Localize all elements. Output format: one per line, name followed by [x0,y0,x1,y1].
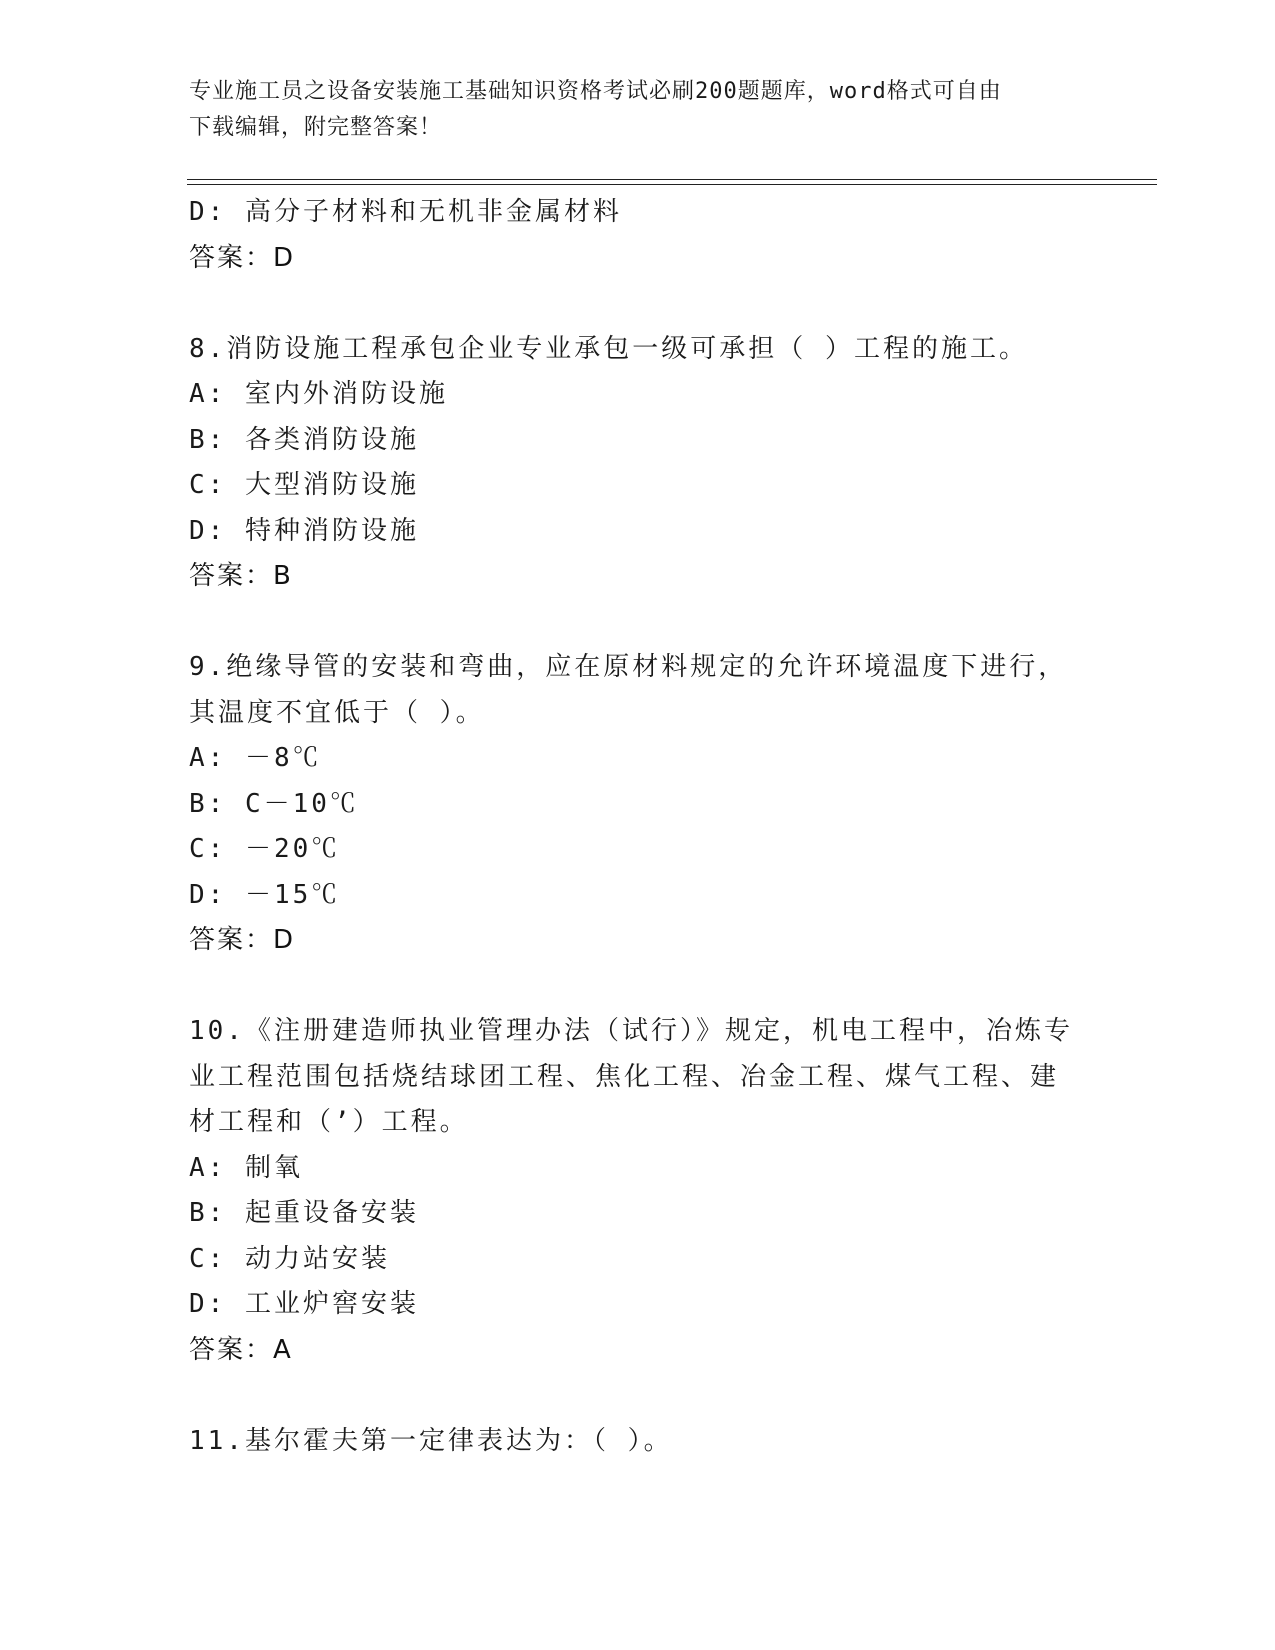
option-c: C: 动力站安装 [189,1243,390,1274]
option-c: C: －20℃ [189,834,341,864]
option-d: D: 高分子材料和无机非金属材料 [189,197,622,227]
question-text: 8.消防设施工程承包企业专业承包一级可承担（ ）工程的施工。 [189,333,1028,364]
option-d: D: －15℃ [189,879,341,910]
option-d: D: 特种消防设施 [189,515,419,546]
document-header [189,74,1089,146]
option-a: A: 室内外消防设施 [189,379,448,409]
answer: 答案：A [189,1334,293,1365]
question-text: 材工程和（’）工程。 [189,1107,469,1137]
option-c: C: 大型消防设施 [189,470,419,500]
question-text: 10.《注册建造师执业管理办法（试行）》规定，机电工程中，冶炼专 [189,1016,1073,1046]
question-text: 9.绝缘导管的安装和弯曲，应在原材料规定的允许环境温度下进行， [189,652,1068,682]
option-b: B: 起重设备安装 [189,1198,419,1228]
document-body [189,190,1089,1464]
question-8 [189,327,1089,600]
option-a: A: 制氧 [189,1152,303,1183]
question-text: 其温度不宜低于（ ）。 [189,697,485,728]
option-b: B: C－10℃ [189,788,359,819]
question-text: 11.基尔霍夫第一定律表达为：（ ）。 [189,1425,673,1456]
option-d: D: 工业炉窖安装 [189,1289,419,1319]
option-a: A: －8℃ [189,743,322,773]
question-text: 业工程范围包括烧结球团工程、焦化工程、冶金工程、煤气工程、建 [189,1061,1060,1092]
answer: 答案：B [189,561,293,591]
header-divider-bottom [187,184,1157,185]
question-9 [189,645,1089,964]
question-11 [189,1419,1089,1465]
header-title-line-1: 专业施工员之设备安装施工基础知识资格考试必刷200题题库，word格式可自由 [189,79,1002,104]
answer: 答案：D [189,925,296,955]
header-divider-top [187,179,1157,180]
option-b: B: 各类消防设施 [189,424,419,455]
answer: 答案：D [189,242,296,273]
header-title-line-2: 下载编辑，附完整答案！ [189,115,443,140]
question-10 [189,1009,1089,1373]
